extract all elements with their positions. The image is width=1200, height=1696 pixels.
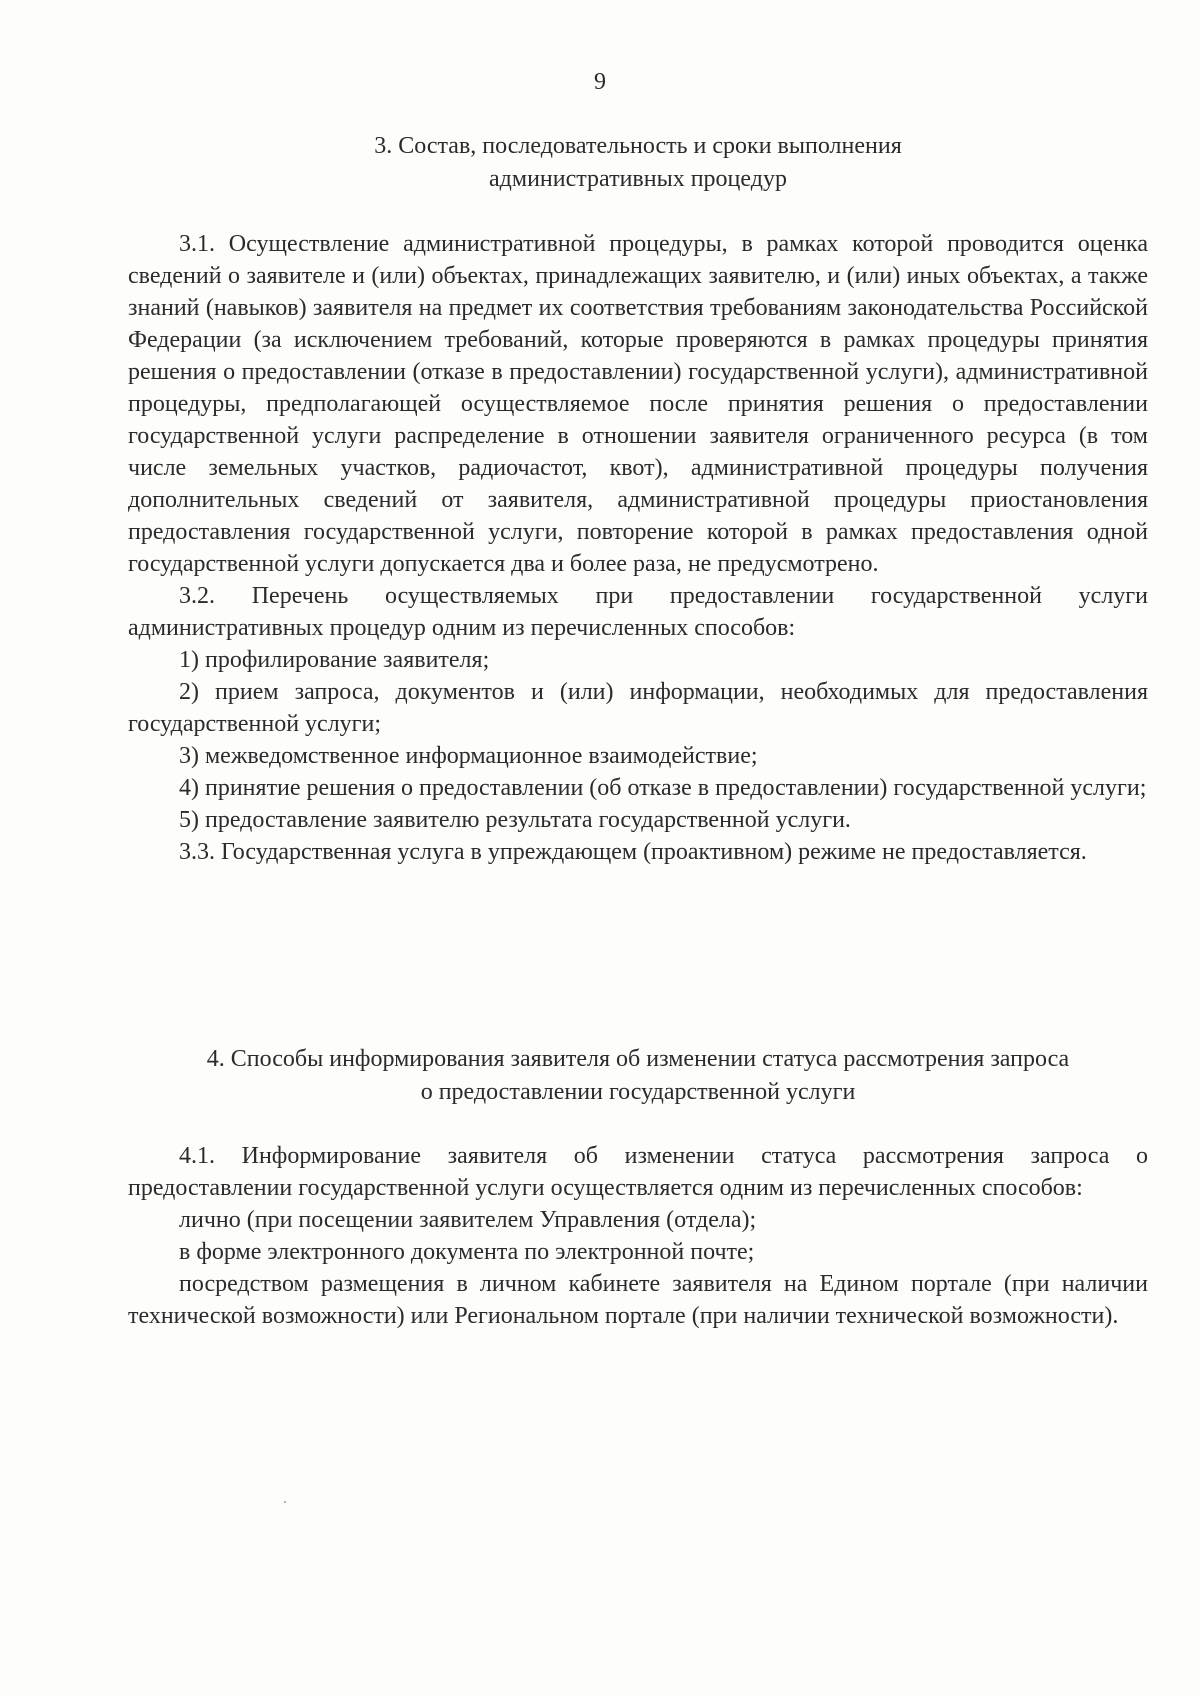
section-3-heading bbox=[128, 130, 1148, 196]
section-3-heading-line-1: 3. Состав, последовательность и сроки выполнения bbox=[374, 133, 902, 159]
section-4-heading-line-2: о предоставлении государственной услуги bbox=[420, 1079, 856, 1105]
list-item-4-1-2: в форме электронного документа по электронной почте; bbox=[179, 1239, 755, 1265]
section-4-body bbox=[128, 1140, 1148, 1332]
list-item-4-1-1: лично (при посещении заявителем Управления (отдела); bbox=[179, 1207, 757, 1233]
list-item-3-2-3: 3) межведомственное информационное взаимодействие; bbox=[179, 743, 758, 769]
scan-speck bbox=[284, 1501, 286, 1503]
paragraph-3-2: 3.2. Перечень осуществляемых при предоставлении государственной услуги административных процедур одним из перечисленных способов: bbox=[128, 583, 1148, 641]
list-item-3-2-5: 5) предоставление заявителю результата государственной услуги. bbox=[179, 807, 851, 833]
list-item-4-1-3: посредством размещения в личном кабинете заявителя на Едином портале (при наличии технической возможности) или Региональном портале (при наличии технической возможности). bbox=[128, 1271, 1148, 1329]
section-4-heading-line-1: 4. Способы информирования заявителя об изменении статуса рассмотрения запроса bbox=[206, 1046, 1070, 1072]
section-3-heading-line-2: административных процедур bbox=[489, 166, 787, 192]
paragraph-3-1: 3.1. Осуществление административной процедуры, в рамках которой проводится оценка сведений о заявителе и (или) объектах, принадлежащих заявителю, и (или) иных объектах, а также знаний (навыков) заявителя на предмет их соответствия требованиям законодательства Российской Федерации (за исключением требований, которые проверяются в рамках процедуры принятия решения о предоставлении (отказе в предоставлении) государственной услуги), административной процедуры, предполагающей осуществляемое после принятия решения о предоставлении государственной услуги распределение в отношении заявителя ограниченного ресурса (в том числе земельных участков, радиочастот, квот), административной процедуры получения дополнительных сведений от заявителя, административной процедуры приостановления предоставления государственной услуги, повторение которой в рамках предоставления одной государственной услуги допускается два и более раза, не предусмотрено. bbox=[128, 231, 1148, 577]
paragraph-3-3: 3.3. Государственная услуга в упреждающем (проактивном) режиме не предоставляется. bbox=[179, 839, 1087, 865]
paragraph-4-1: 4.1. Информирование заявителя об изменении статуса рассмотрения запроса о предоставлении государственной услуги осуществляется одним из перечисленных способов: bbox=[128, 1143, 1148, 1201]
list-item-3-2-1: 1) профилирование заявителя; bbox=[179, 647, 490, 673]
section-4-heading bbox=[128, 1043, 1148, 1109]
page-number: 9 bbox=[594, 69, 606, 95]
list-item-3-2-2: 2) прием запроса, документов и (или) информации, необходимых для предоставления государственной услуги; bbox=[128, 679, 1148, 737]
section-3-body bbox=[128, 228, 1148, 868]
list-item-3-2-4: 4) принятие решения о предоставлении (об отказе в предоставлении) государственной услуги; bbox=[179, 775, 1147, 801]
